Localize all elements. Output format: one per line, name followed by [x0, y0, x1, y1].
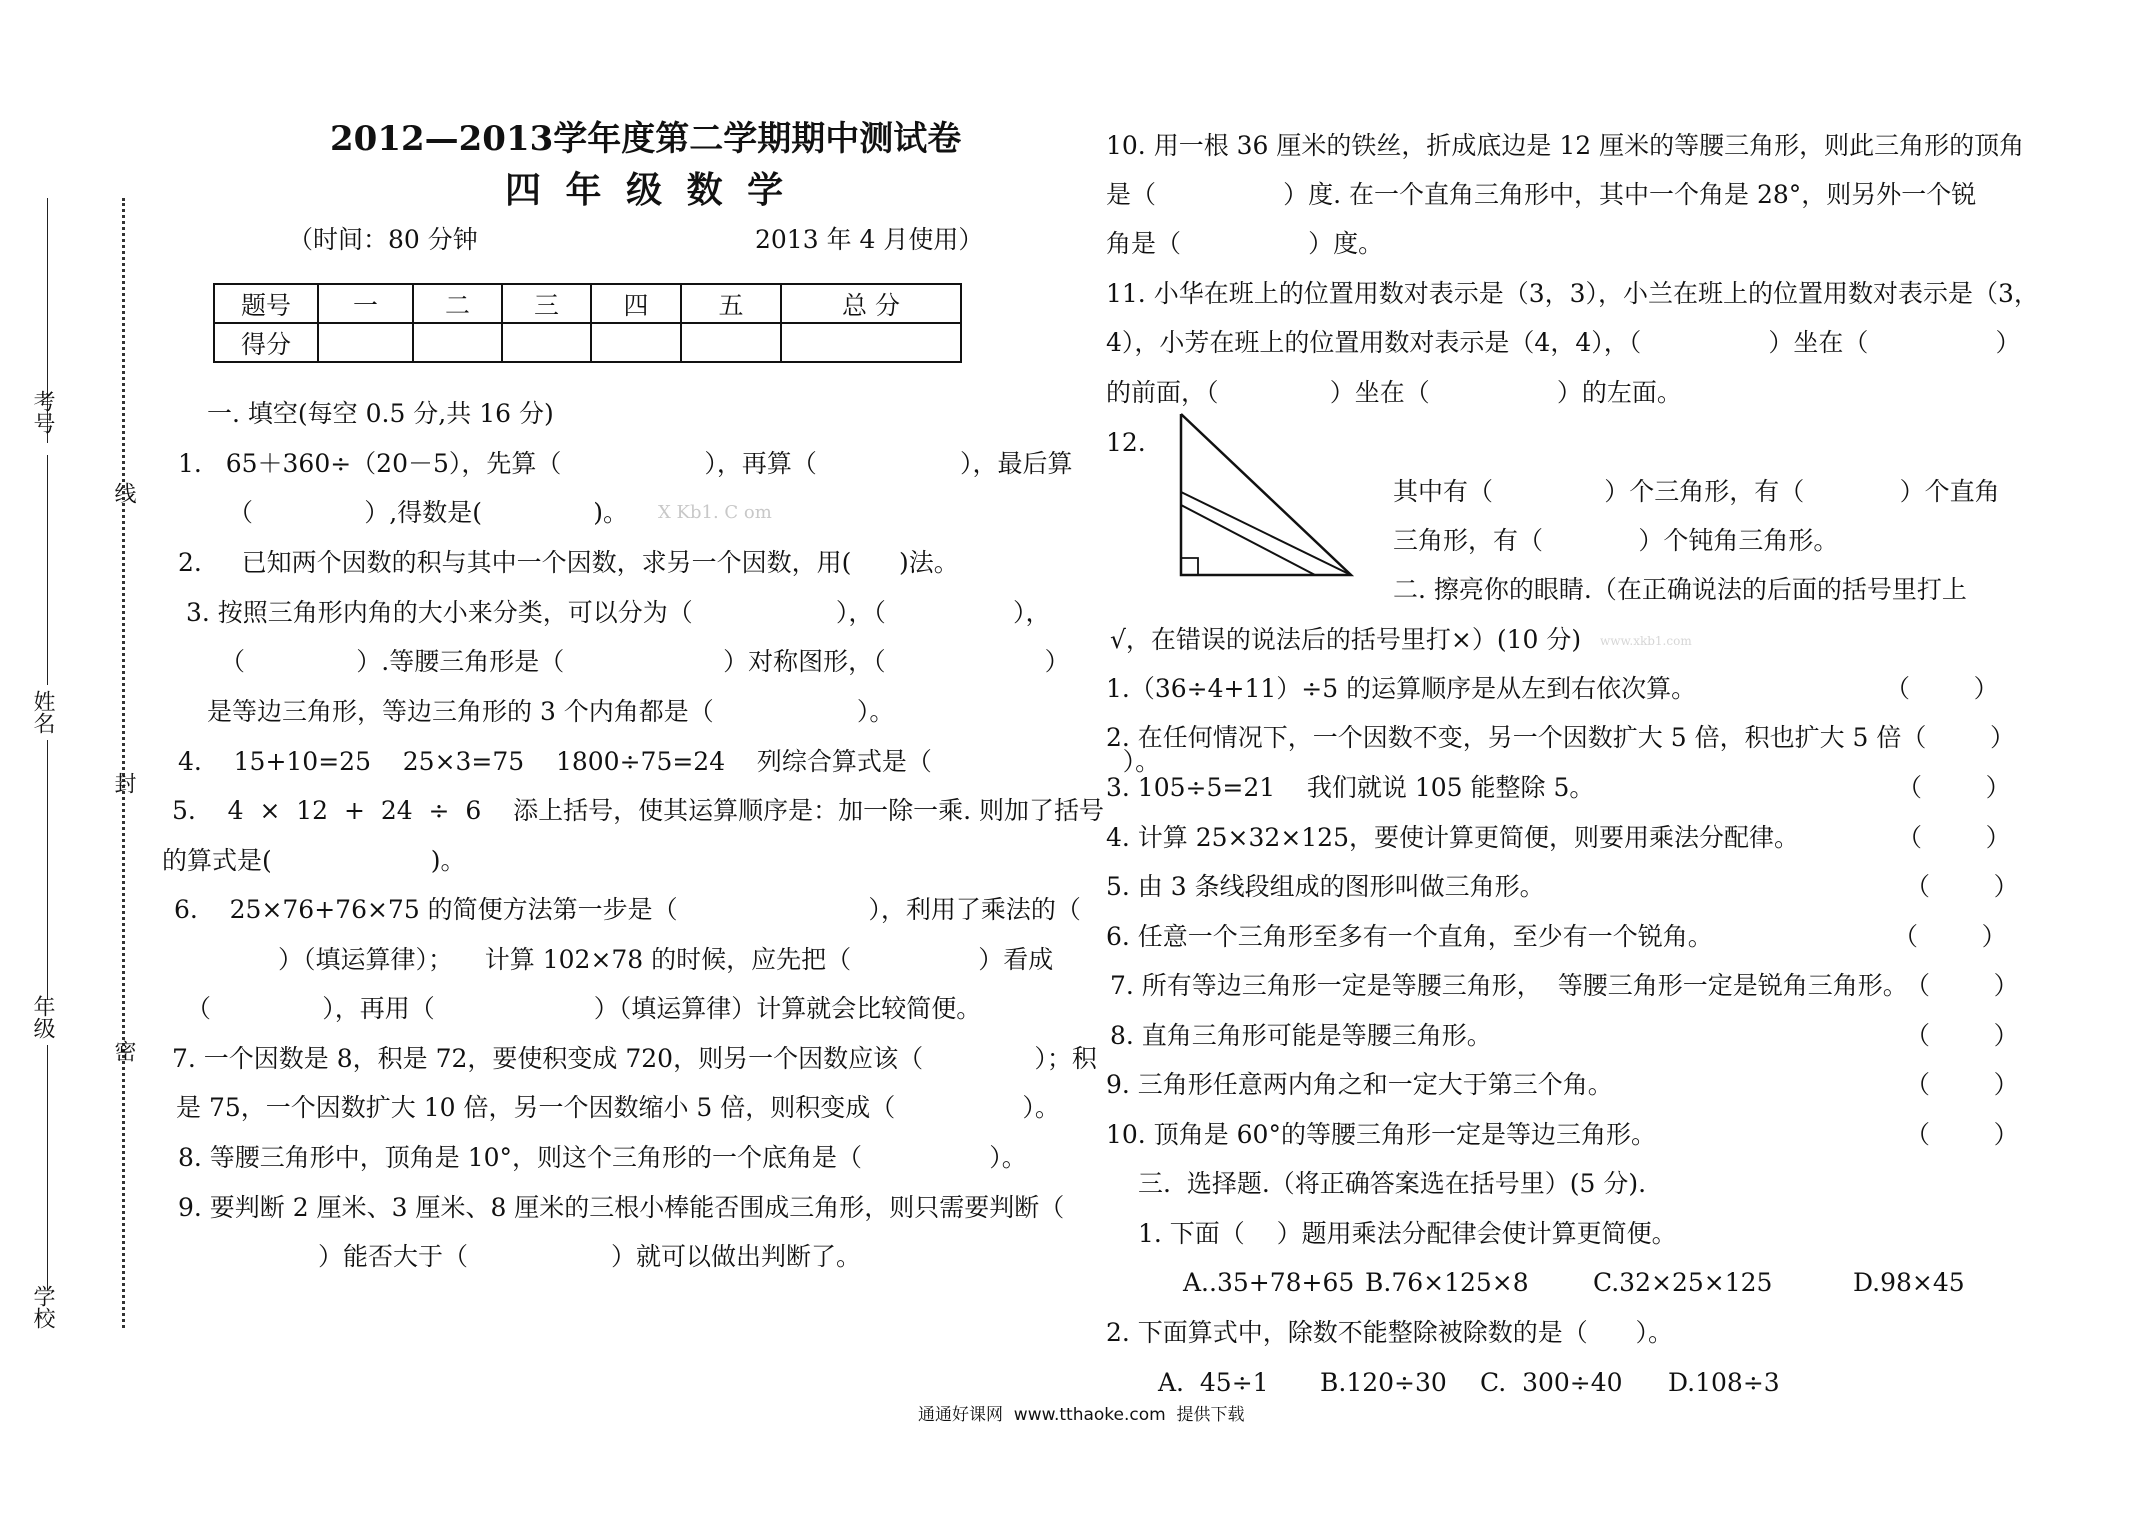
- binding-mark-seal: 封: [111, 772, 136, 794]
- choice-question: 1. 下面（ ）题用乘法分配律会使计算更简便。: [1138, 1219, 1677, 1248]
- question-line: 三角形，有（ ）个钝角三角形。: [1393, 526, 1839, 555]
- exam-subtitle: 四 年 级 数 学: [505, 169, 790, 211]
- judge-item: 1.（36÷4+11）÷5 的运算顺序是从左到右依次算。: [1106, 674, 1697, 703]
- answer-bracket[interactable]: （ ）: [1905, 1120, 2019, 1149]
- question-line: 10. 用一根 36 厘米的铁丝，折成底边是 12 厘米的等腰三角形，则此三角形的顶角: [1106, 131, 2025, 160]
- binding-label-name: 姓名: [30, 690, 55, 734]
- question-line: 是等边三角形，等边三角形的 3 个内角都是（ ）。: [207, 697, 895, 726]
- binding-line-grade: [47, 740, 48, 1000]
- watermark: www.xkb1.com: [1600, 634, 1692, 648]
- score-table-cell: 一: [318, 284, 413, 323]
- triangle-figure: [1174, 410, 1354, 580]
- question-line: （ ）.等腰三角形是（ ）对称图形，（ ）: [220, 647, 1070, 676]
- answer-bracket[interactable]: （ ）: [1885, 674, 1999, 703]
- judge-item: 4. 计算 25×32×125，要使计算更简便，则要用乘法分配律。: [1106, 823, 1799, 852]
- binding-line-school: [47, 1045, 48, 1290]
- question-line: （ ），再用（ ）（填运算律）计算就会比较简便。: [186, 994, 982, 1023]
- choice-option[interactable]: C. 300÷40: [1480, 1368, 1623, 1397]
- judge-item: 7. 所有等边三角形一定是等腰三角形， 等腰三角形一定是锐角三角形。: [1110, 971, 1908, 1000]
- score-cell-5[interactable]: [681, 323, 781, 362]
- question-line: 2. 已知两个因数的积与其中一个因数，求另一个因数，用( )法。: [178, 548, 959, 577]
- watermark: X Kb1. C om: [658, 502, 772, 523]
- judge-item: 3. 105÷5=21 我们就说 105 能整除 5。: [1106, 773, 1595, 802]
- choice-option[interactable]: B.76×125×8: [1365, 1268, 1529, 1297]
- choice-option[interactable]: A. 45÷1: [1158, 1368, 1269, 1397]
- choice-option[interactable]: B.120÷30: [1320, 1368, 1447, 1397]
- judge-item: 5. 由 3 条线段组成的图形叫做三角形。: [1106, 872, 1545, 901]
- question-line: 4），小芳在班上的位置用数对表示是（4，4），（ ）坐在（ ）: [1106, 328, 2021, 357]
- score-table-cell: 二: [413, 284, 502, 323]
- question-line: 角是（ ）度。: [1106, 229, 1384, 258]
- question-line: 5. 4 × 12 + 24 ÷ 6 添上括号，使其运算顺序是：加一除一乘. 则加了括号: [172, 796, 1104, 825]
- question-line: 1. 65＋360÷（20－5），先算（ ），再算（ ），最后算: [178, 449, 1073, 478]
- choice-option[interactable]: D.108÷3: [1668, 1368, 1780, 1397]
- question-line: 的前面，（ ）坐在（ ）的左面。: [1106, 378, 1682, 407]
- answer-bracket[interactable]: （ ）: [1905, 1070, 2019, 1099]
- score-cell-1[interactable]: [318, 323, 413, 362]
- score-table-cell: 五: [681, 284, 781, 323]
- score-table-cell: 题号: [214, 284, 318, 323]
- answer-bracket[interactable]: （ ）: [1905, 1021, 2019, 1050]
- section-2-heading-cont: √，在错误的说法后的括号里打×）(10 分): [1110, 625, 1582, 654]
- binding-label-school: 学校: [30, 1285, 55, 1329]
- choice-option[interactable]: C.32×25×125: [1593, 1268, 1773, 1297]
- footer-credit: 通通好课网 www.tthaoke.com 提供下载: [918, 1405, 1245, 1425]
- choice-question: 2. 下面算式中，除数不能整除被除数的是（ ）。: [1106, 1318, 1673, 1347]
- exam-time: （时间：80 分钟: [288, 225, 478, 254]
- score-cell-total[interactable]: [781, 323, 961, 362]
- score-cell-4[interactable]: [591, 323, 681, 362]
- question-line: 的算式是( )。: [162, 846, 466, 875]
- question-line: 7. 一个因数是 8，积是 72，要使积变成 720，则另一个因数应该（ ）；积: [172, 1044, 1097, 1073]
- question-line: 8. 等腰三角形中，顶角是 10°，则这个三角形的一个底角是（ ）。: [178, 1143, 1027, 1172]
- question-line: ）（填运算律）； 计算 102×78 的时候，应先把（ ）看成: [278, 945, 1054, 974]
- question-line: 3. 按照三角形内角的大小来分类，可以分为（ ），（ ），: [186, 598, 1051, 627]
- section-2-heading: 二. 擦亮你的眼睛.（在正确说法的后面的括号里打上: [1393, 575, 1967, 604]
- score-table-cell: 总 分: [781, 284, 961, 323]
- question-line: 是（ ）度. 在一个直角三角形中，其中一个角是 28°，则另外一个锐: [1106, 180, 1977, 209]
- binding-dotted-line: [122, 198, 125, 1328]
- binding-line-name: [47, 455, 48, 685]
- binding-mark-line: 线: [111, 482, 136, 504]
- judge-item: 9. 三角形任意两内角之和一定大于第三个角。: [1106, 1070, 1613, 1099]
- question-line: （ ）,得数是( )。: [228, 498, 628, 527]
- score-cell-2[interactable]: [413, 323, 502, 362]
- judge-item: 10. 顶角是 60°的等腰三角形一定是等边三角形。: [1106, 1120, 1656, 1149]
- question-line: 11. 小华在班上的位置用数对表示是（3，3），小兰在班上的位置用数对表示是（3，: [1106, 279, 2039, 308]
- score-cell-3[interactable]: [502, 323, 591, 362]
- binding-label-grade: 年级: [30, 995, 55, 1039]
- question-line: 9. 要判断 2 厘米、3 厘米、8 厘米的三根小棒能否围成三角形，则只需要判断（: [178, 1193, 1065, 1222]
- score-table-row-label: 得分: [214, 323, 318, 362]
- section-1-heading: 一. 填空(每空 0.5 分,共 16 分): [207, 399, 554, 428]
- exam-date: 2013 年 4 月使用）: [755, 225, 984, 254]
- score-table-header-row: [214, 284, 961, 323]
- score-table-cell: 四: [591, 284, 681, 323]
- answer-bracket[interactable]: （ ）: [1897, 773, 2011, 802]
- answer-bracket[interactable]: （ ）: [1897, 823, 2011, 852]
- score-table: [213, 283, 962, 363]
- choice-option[interactable]: D.98×45: [1853, 1268, 1965, 1297]
- judge-item: 6. 任意一个三角形至多有一个直角，至少有一个锐角。: [1106, 922, 1713, 951]
- question-line: 其中有（ ）个三角形，有（ ）个直角: [1393, 477, 2000, 506]
- question-line: 4. 15+10=25 25×3=75 1800÷75=24 列综合算式是（ ）。: [178, 747, 1161, 776]
- answer-bracket[interactable]: （ ）: [1893, 922, 2007, 951]
- question-line: 6. 25×76+76×75 的简便方法第一步是（ ），利用了乘法的（: [174, 895, 1081, 924]
- question-line: ）能否大于（ ）就可以做出判断了。: [318, 1242, 862, 1271]
- score-table-score-row: [214, 323, 961, 362]
- judge-item: 8. 直角三角形可能是等腰三角形。: [1110, 1021, 1492, 1050]
- choice-option[interactable]: A..35+78+65: [1183, 1268, 1355, 1297]
- score-table-cell: 三: [502, 284, 591, 323]
- exam-title: 2012—2013学年度第二学期期中测试卷: [330, 119, 962, 159]
- binding-label-exam-no: 考号: [30, 390, 55, 434]
- binding-mark-secret: 密: [111, 1040, 136, 1062]
- answer-bracket[interactable]: （ ）: [1905, 872, 2019, 901]
- section-3-heading: 三. 选择题.（将正确答案选在括号里）(5 分).: [1138, 1169, 1647, 1198]
- question-line: 是 75，一个因数扩大 10 倍，另一个因数缩小 5 倍，则积变成（ ）。: [176, 1093, 1060, 1122]
- question-line: 12.: [1106, 428, 1146, 457]
- answer-bracket[interactable]: （ ）: [1905, 971, 2019, 1000]
- judge-item: 2. 在任何情况下，一个因数不变，另一个因数扩大 5 倍，积也扩大 5 倍（ ）: [1106, 723, 2015, 752]
